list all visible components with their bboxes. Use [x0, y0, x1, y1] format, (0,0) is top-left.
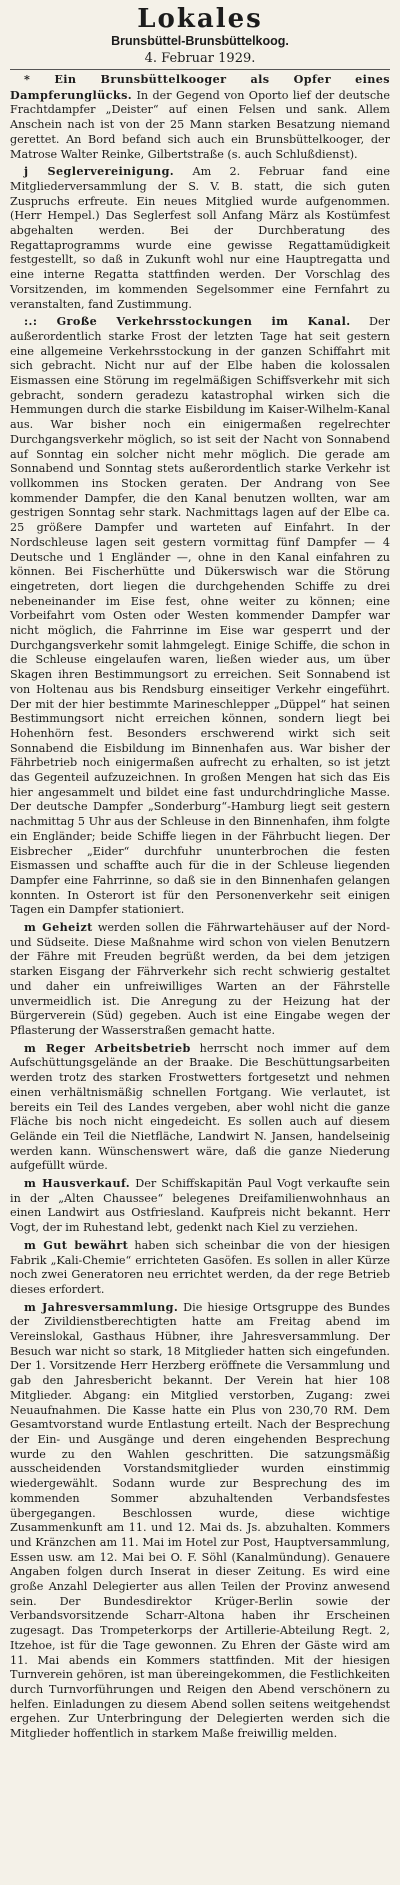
article-lead: * Ein Brunsbüttelkooger als Opfer eines Dampferunglücks.	[10, 72, 390, 102]
dateline: 4. Februar 1929.	[144, 51, 256, 66]
article-body: Der außerordentlich starke Frost der letzten Tage hat seit gestern eine allgemeine Verkehrsstockung in der ganzen Schiffahrt mit sich gebracht. Nicht nur auf der Elbe haben die kolossalen Eismassen eine Störung im regelmäßigen Schiffsverkehr mit sich gebracht, sondern geradezu katastrophal wirken sich die Hemmungen durch die starke Eisbildung im Kaiser-Wilhelm-Kanal aus. War bisher noch ein einigermaßen regelrechter Durchgangsverkehr möglich, so ist seit der Nacht von Sonnabend auf Sonntag ein solcher nicht mehr möglich. Die gerade am Sonnabend und Sonntag stets außerordentlich starke Verkehr ist vollkommen ins Stocken geraten. Der Andrang von See kommender Dampfer, die den Kanal benutzen wollten, war am gestrigen Sonntag sehr stark. Nachmittags lagen auf der Elbe ca. 25 größere Dampfer und warteten auf Einfahrt. In der Nordschleuse lagen seit gestern vormittag fünf Dampfer — 4 Deutsche und 1 Engländer —, ohne in den Kanal einfahren zu können. Bei Fischerhütte und Dükerswisch war die Störung eingetreten, dort liegen die durchgehenden Schiffe zu drei nebeneinander im Eise fest, ohne weiter zu können; eine Vorbeifahrt vom Osten oder Westen kommender Dampfer war nicht möglich, die Fahrrinne im Eise war gesperrt und der Durchgangsverkehr somit lahmgelegt. Einige Schiffe, die schon in die Schleuse eingelaufen waren, ließen wieder aus, um über Skagen ihren Bestimmungsort zu erreichen. Seit Sonnabend ist von Holtenau aus bis Rendsburg einseitiger Verkehr eingeführt. Der mit der hier bestimmte Marineschlepper „Düppel“ hat seinen Bestimmungsort nicht erreichen können, sondern liegt bei Hohenhörn fest. Besonders erschwerend wirkt sich seit Sonnabend die Eisbildung im Binnenhafen aus. War bisher der Fährbetrieb noch einigermaßen aufrecht zu erhalten, so ist jetzt das Gegenteil aufzuzeichnen. In großen Mengen hat sich das Eis hier angesammelt und bildet eine fast undurchdringliche Masse. Der deutsche Dampfer „Sonderburg“-Hamburg liegt seit gestern nachmittag 5 Uhr aus der Schleuse in den Binnenhafen, ihm folgte ein Engländer; beide Schiffe liegen in der Fährbucht liegen. Der Eisbrecher „Eider“ durchfuhr ununterbrochen die festen Eismassen und schaffte auch für die in der Schleuse liegenden Dampfer eine Fahrrinne, so daß sie in den Binnenhafen gelangen konnten. In Osterort ist für den Personenverkehr seit einigen Tagen ein Dampfer stationiert.	[10, 315, 390, 917]
article-lead: :.: Große Verkehrsstockungen im Kanal.	[24, 314, 351, 329]
article-sailing-club	[10, 164, 390, 312]
section-title: Lokales	[137, 4, 263, 34]
article-lead: j Seglervereinigung.	[24, 164, 175, 179]
article-body: Die hiesige Ortsgruppe des Bundes der Zivildienstberechtigten hatte am Freitag abend im Vereinslokal, Gasthaus Hübner, ihre Jahresversammlung. Der Besuch war nicht so stark, 18 Mitglieder hatten sich eingefunden. Der 1. Vorsitzende Herr Herzberg eröffnete die Versammlung und gab den Jahresbericht bekannt. Der Verein hat hier 108 Mitglieder. Abgang: ein Mitglied verstorben, Zugang: zwei Neuaufnahmen. Die Kasse hatte ein Plus von 230,70 RM. Dem Gesamtvorstand wurde Entlastung erteilt. Nach der Besprechung der Ein- und Ausgänge und deren eingehenden Besprechung wurde zu den Wahlen geschritten. Die satzungsmäßig ausscheidenden Vorstandsmitglieder wurden einstimmig wiedergewählt. Sodann wurde zur Besprechung des im kommenden Sommer abzuhaltenden Verbandsfestes übergegangen. Beschlossen wurde, diese wichtige Zusammenkunft am 11. und 12. Mai ds. Js. abzuhalten. Kommers und Kränzchen am 11. Mai im Hotel zur Post, Hauptversammlung, Essen usw. am 12. Mai bei O. F. Söhl (Kanalmündung). Genauere Angaben folgen durch Inserat in dieser Zeitung. Es wird eine große Anzahl Delegierter aus allen Teilen der Provinz anwesend sein. Der Bundesdirektor Krüger-Berlin sowie der Verbandsvorsitzende Scharr-Altona haben ihr Erscheinen zugesagt. Das Trompeterkorps der Artillerie-Abteilung Regt. 2, Itzehoe, ist für die Tage gewonnen. Zu Ehren der Gäste wird am 11. Mai abends ein Kommers stattfinden. Mit der hiesigen Turnverein gehören, ist man übereingekommen, die Festlichkeiten durch Turnvorführungen und Reigen den Abend verschönern zu helfen. Einladungen zu diesem Abend sollen seitens weitgehendst ergehen. Zur Unterbringung der Delegierten werden sich die Mitglieder hoffentlich in starkem Maße freiwillig melden.	[10, 1300, 390, 1741]
article-body: haben sich scheinbar die von der hiesigen Fabrik „Kali-Chemie“ errichteten Gasöfen. Es sollen in aller Kürze noch zwei Generatoren neu errichtet werden, da der rege Betrieb dieses erfordert.	[10, 1238, 390, 1296]
article-annual-meeting	[10, 1300, 390, 1742]
article-body: Am 2. Februar fand eine Mitgliederversammlung der S. V. B. statt, die sich guten Zuspruchs erfreute. Ein neues Mitglied wurde aufgenommen. (Herr Hempel.) Das Seglerfest soll Anfang März als Kostümfest abgehalten werden. Bei der Durchberatung des Regattaprogramms wurde eine gewisse Regattamüdigkeit festgestellt, so daß in Zukunft wohl nur eine Hauptregatta und eine interne Regatta stattfinden werden. Der Vorschlag des Vorsitzenden, im kommenden Segelsommer eine Fernfahrt zu veranstalten, fand Zustimmung.	[10, 165, 391, 311]
article-body: werden sollen die Fährwartehäuser auf der Nord- und Südseite. Diese Maßnahme wird schon von vielen Benutzern der Fähre mit Freuden begrüßt werden, da bei dem jetzigen starken Eisgang der Fährverkehr sich recht schwierig gestaltet und daher ein unfreiwilliges Warten an der Fährstelle unvermeidlich ist. Die Anregung zu der Heizung hat der Bürgerverein (Süd) gegeben. Auch ist eine Eingabe wegen der Pflasterung der Wasserstraßen gemacht hatte.	[10, 921, 390, 1037]
article-gas-ovens	[10, 1238, 390, 1298]
article-body: In der Gegend von Oporto lief der deutsche Frachtdampfer „Deister“ auf einen Felsen und sank. Allem Anschein nach ist von der 25 Mann starken Besatzung niemand gerettet. An Bord befand sich auch ein Brunsbüttelkooger, der Matrose Walter Reinke, Gilbertstraße (s. auch Schlußdienst).	[10, 88, 390, 161]
article-body: Der Schiffskapitän Paul Vogt verkaufte sein in der „Alten Chaussee“ belegenes Dreifamilienwohnhaus an einen Landwirt aus Ostfriesland. Kaufpreis nicht bekannt. Herr Vogt, der im Ruhestand lebt, gedenkt nach Kiel zu verziehen.	[10, 1177, 390, 1235]
article-heated-ferry-houses	[10, 920, 390, 1039]
article-lead: m Gut bewährt	[24, 1237, 129, 1252]
article-work-activity	[10, 1041, 390, 1174]
article-lead: m Hausverkauf.	[24, 1176, 131, 1191]
article-lead: m Jahresversammlung.	[24, 1299, 179, 1314]
article-canal-traffic	[10, 314, 390, 918]
article-house-sale	[10, 1176, 390, 1236]
article-body: herrscht noch immer auf dem Aufschüttungsgelände an der Braake. Die Beschüttungsarbeiten werden trotz des starken Frostwetters fortgesetzt und nehmen einen verhältnismäßig schnellen Fortgang. Wie verlautet, ist bereits ein Teil des Landes vergeben, aber wohl nicht die ganze Fläche bis noch nicht eingedeicht. Es sollen auch auf diesem Gelände ein Teil die Nietfläche, Landwirt N. Jansen, handelseinig werden kann. Wünschenswert wäre, daß die ganze Niederung aufgefüllt würde.	[10, 1041, 390, 1173]
local-subtitle: Brunsbüttel-Brunsbüttelkoog.	[111, 34, 289, 48]
article-ship-accident	[10, 72, 390, 162]
divider	[10, 69, 390, 70]
article-lead: m Reger Arbeitsbetrieb	[24, 1040, 191, 1055]
article-lead: m Geheizt	[24, 920, 93, 935]
